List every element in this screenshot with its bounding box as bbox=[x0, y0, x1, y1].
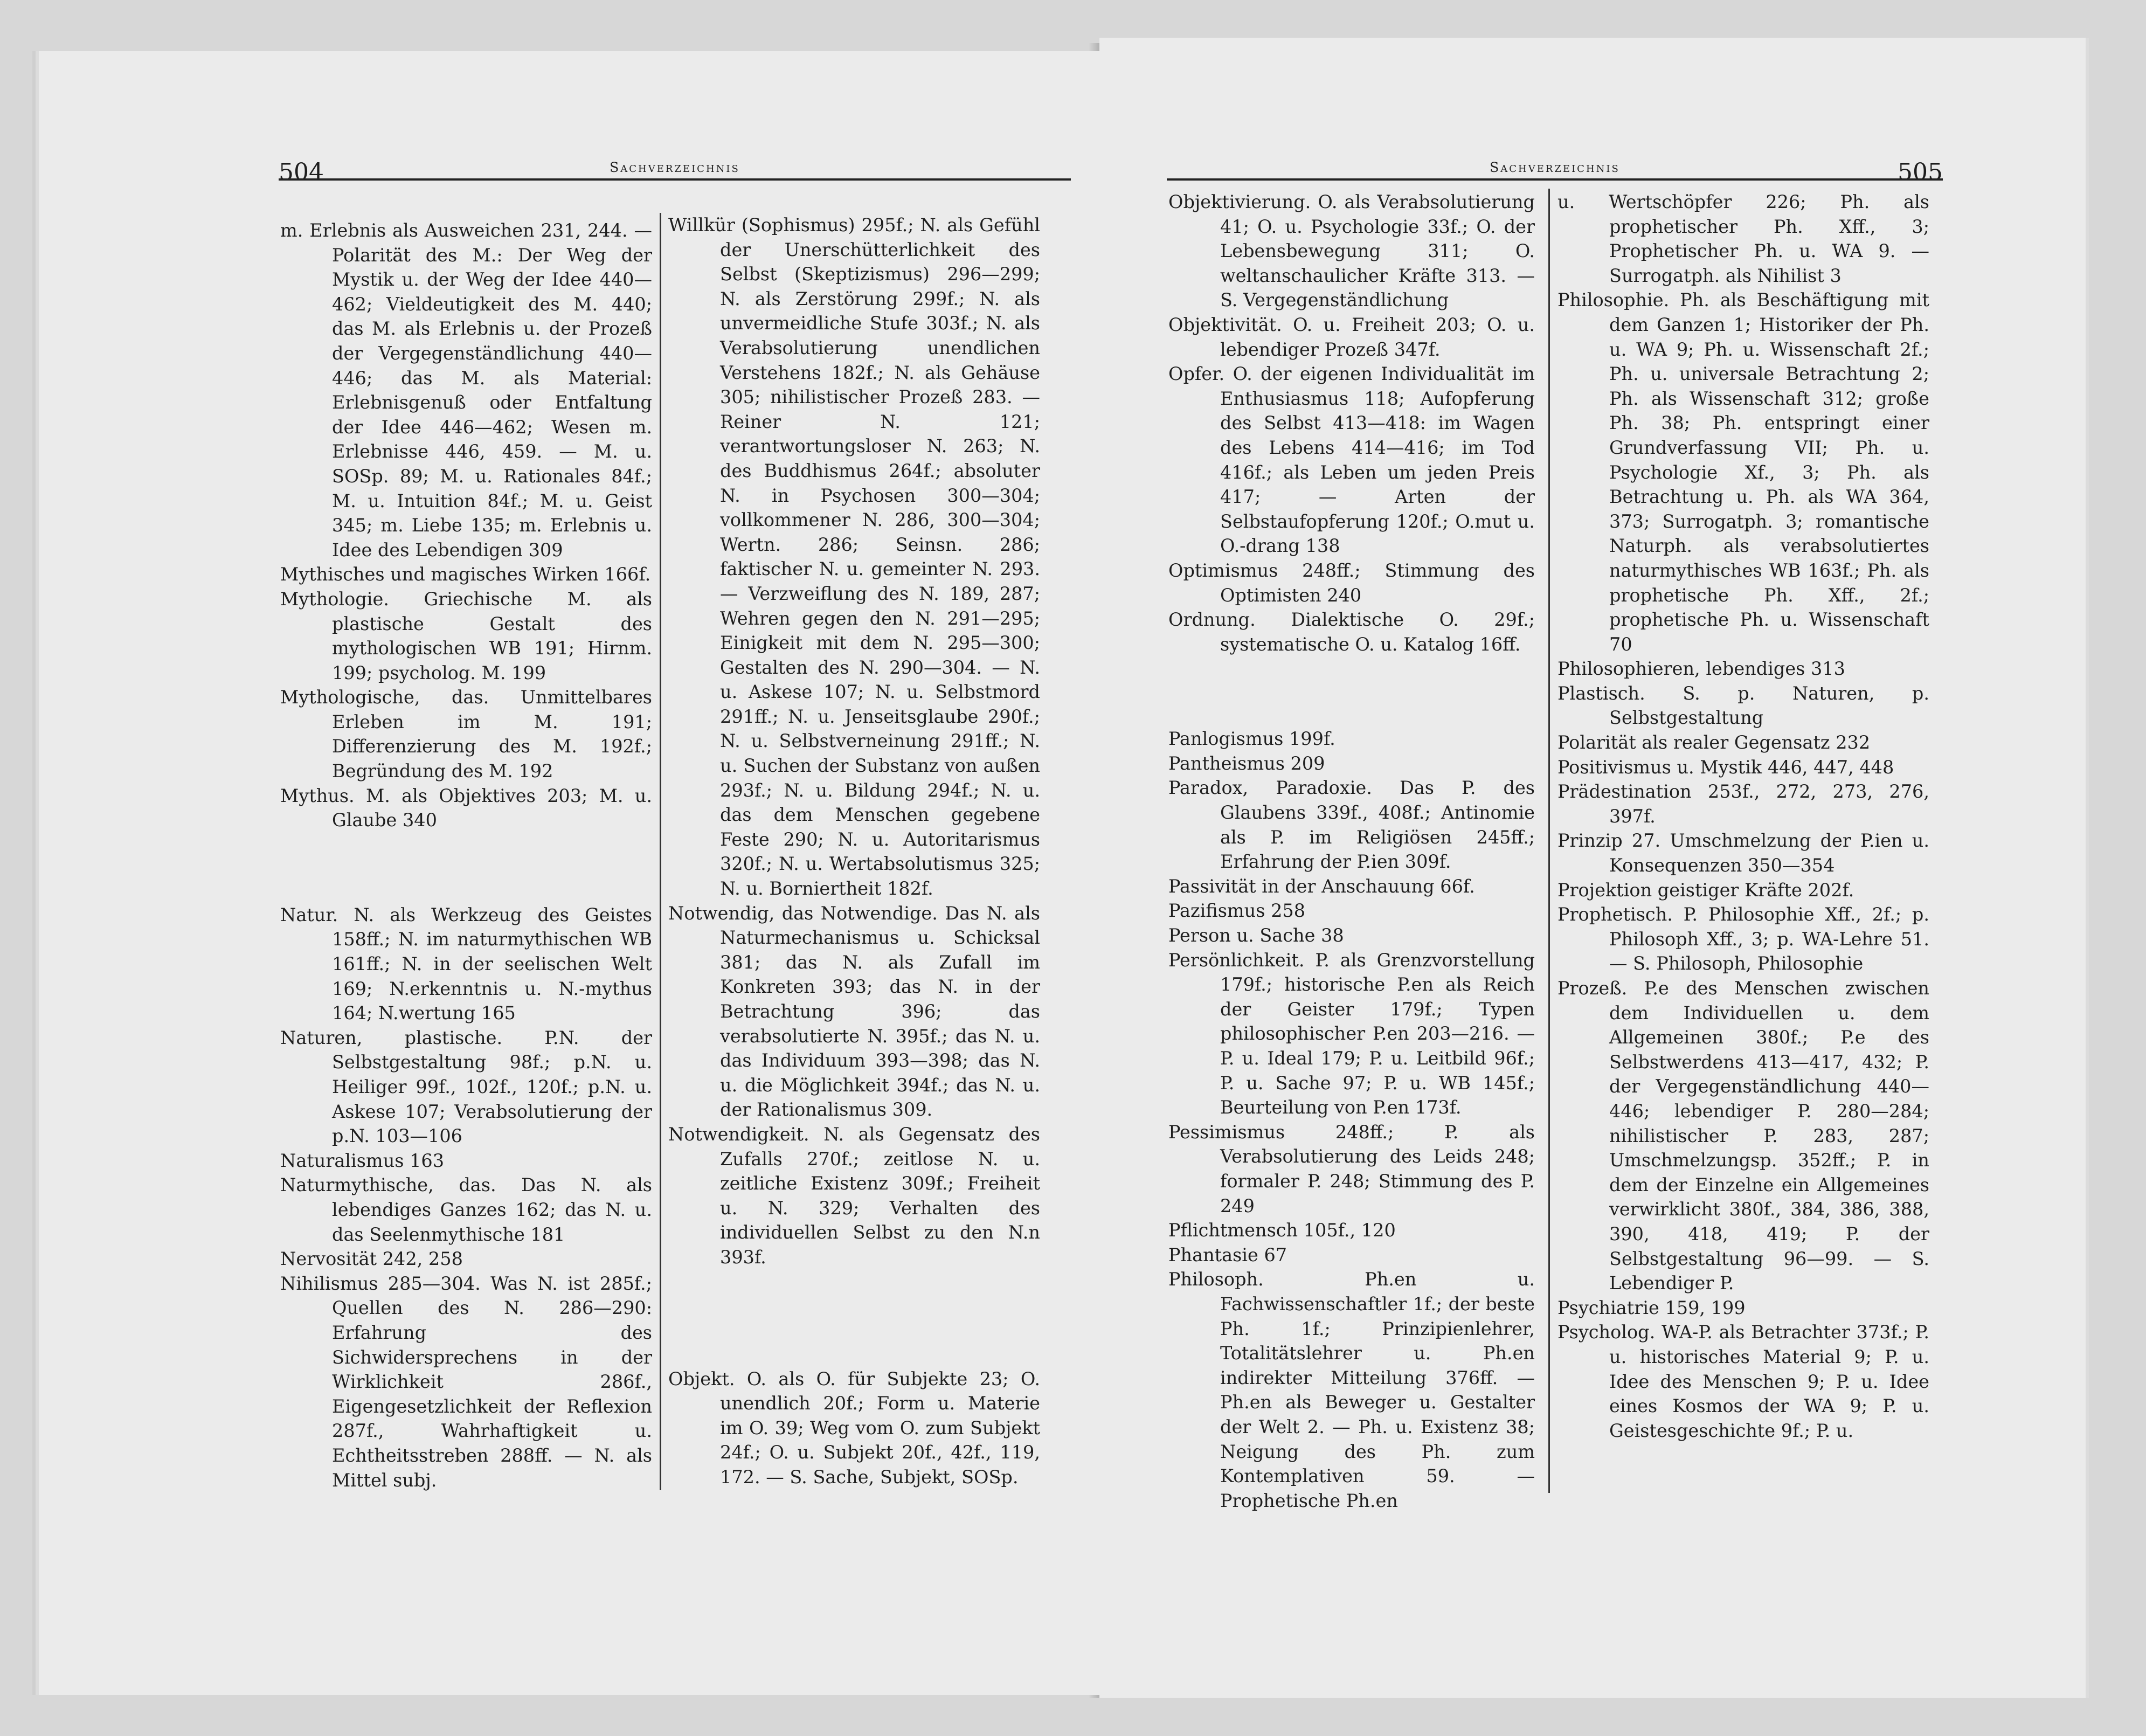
index-entry: Philosophie. Ph. als Beschäftigung mit dem Ganzen 1; Historiker der Ph. u. WA 9; Ph. u. Wissenschaft 2f.; Ph. u. universale Betrachtung 2; Ph. als Wissenschaft 312; große Ph. 38; Ph. entspringt einer Grundverfassung VII; Ph. u. Psychologie Xf., 3; Ph. als Betrachtung u. Ph. als WA 364, 373; Surrogatph. 3; romantische Naturph. als verabsolutiertes naturmythisches WB 163f.; Ph. als prophetische Ph. Xff., 2f.; prophetische Ph. u. Wissenschaft 70 bbox=[1557, 289, 1929, 655]
index-entry: Nervosität 242, 258 bbox=[280, 1248, 463, 1270]
index-entry: Prophetisch. P. Philosophie Xff., 2f.; p. Philosoph Xff., 3; p. WA-Lehre 51. — S. Philosoph, Philosophie bbox=[1557, 904, 1929, 974]
index-entry: Passivität in der Anschauung 66f. bbox=[1168, 875, 1475, 897]
index-entry: Pazifismus 258 bbox=[1168, 900, 1306, 922]
index-entry: u. Wertschöpfer 226; Ph. als prophetischer Ph. Xff., 3; Prophetischer Ph. u. WA 9. — Surrogatph. als Nihilist 3 bbox=[1557, 191, 1929, 286]
index-entry: Naturalismus 163 bbox=[280, 1150, 445, 1171]
index-entry: Panlogismus 199f. bbox=[1168, 728, 1335, 750]
index-entry: Psycholog. WA-P. als Betrachter 373f.; P. u. historisches Material 9; P. u. Idee des Menschen 9; P. u. Idee eines Kosmos der WA 9; P. u. Geistesgeschichte 9f.; P. u. bbox=[1557, 1322, 1929, 1441]
left-page bbox=[39, 51, 1099, 1695]
index-entry: Psychiatrie 159, 199 bbox=[1557, 1297, 1746, 1318]
index-column-1 bbox=[1168, 190, 1535, 1513]
index-entry: Natur. N. als Werkzeug des Geistes 158ff.; N. im naturmythischen WB 161ff.; N. in der seelischen Welt 169; N.erkenntnis u. N.-mythus 164; N.wertung 165 bbox=[280, 904, 652, 1024]
right-page bbox=[1099, 38, 2086, 1698]
index-entry: Objektivität. O. u. Freiheit 203; O. u. lebendiger Prozeß 347f. bbox=[1168, 314, 1535, 360]
index-entry: Positivismus u. Mystik 446, 447, 448 bbox=[1557, 756, 1894, 778]
header-rule bbox=[1167, 178, 1943, 181]
right-page-header bbox=[1167, 137, 1943, 186]
letter-gap bbox=[1168, 656, 1535, 727]
index-entry: Naturmythische, das. Das N. als lebendiges Ganzes 162; das N. u. das Seelenmythische 181 bbox=[280, 1174, 652, 1245]
index-entry: Prinzip 27. Umschmelzung der P.ien u. Konsequenzen 350—354 bbox=[1557, 830, 1929, 876]
index-entry: Mythisches und magisches Wirken 166f. bbox=[280, 564, 651, 585]
index-entry: Willkür (Sophismus) 295f.; N. als Gefühl der Unerschütterlichkeit des Selbst (Skeptizismus) 296—299; N. als Zerstörung 299f.; N. als unvermeidliche Stufe 303f.; N. als Verabsolutierung unendlichen Verstehens 182f.; N. als Gehäuse 305; nihilistischer Prozeß 283. — Reiner N. 121; verantwortungsloser N. 263; N. des Buddhismus 264f.; absoluter N. in Psychosen 300—304; vollkommener N. 286, 300—304; Wertn. 286; Seinsn. 286; faktischer N. u. gemeinter N. 293. — Verzweiflung des N. 189, 287; Wehren gegen den N. 291—295; Einigkeit mit dem N. 295—300; Gestalten des N. 290—304. — N. u. Askese 107; N. u. Selbstmord 291ff.; N. u. Jenseitsglaube 290f.; N. u. Selbstverneinung 291ff.; N. u. Suchen der Substanz von außen 293f.; N. u. Bildung 294f.; N. u. das dem Menschen gegebene Feste 290; N. u. Autoritarismus 320f.; N. u. Wertabsolutismus 325; N. u. Borniertheit 182f. bbox=[668, 215, 1040, 900]
page-number: 505 bbox=[1898, 158, 1943, 186]
running-head: Sachverzeichnis bbox=[1490, 160, 1620, 175]
letter-gap bbox=[280, 833, 652, 903]
index-entry: Mythologische, das. Unmittelbares Erleben im M. 191; Differenzierung des M. 192f.; Begründung des M. 192 bbox=[280, 687, 652, 782]
index-entry: Mythus. M. als Objektives 203; M. u. Glaube 340 bbox=[280, 785, 652, 831]
index-entry: m. Erlebnis als Ausweichen 231, 244. — Polarität des M.: Der Weg der Mystik u. der Weg der Idee 440—462; Vieldeutigkeit des M. 440; das M. als Erlebnis u. der Prozeß der Vergegenständlichung 440—446; das M. als Material: Erlebnisgenuß oder Entfaltung der Idee 446—462; Wesen m. Erlebnisse 446, 459. — M. u. SOSp. 89; M. u. Rationales 84f.; M. u. Intuition 84f.; M. u. Geist 345; m. Liebe 135; m. Erlebnis u. Idee des Lebendigen 309 bbox=[280, 220, 652, 561]
index-entry: Person u. Sache 38 bbox=[1168, 925, 1344, 946]
header-rule bbox=[279, 178, 1071, 181]
index-column-2 bbox=[668, 213, 1040, 1490]
index-entry: Naturen, plastische. P.N. der Selbstgestaltung 98f.; p.N. u. Heiliger 99f., 102f., 120f.; p.N. u. Askese 107; Verabsolutierung der p.N. 103—106 bbox=[280, 1027, 652, 1147]
index-entry: Nihilismus 285—304. Was N. ist 285f.; Quellen des N. 286—290: Erfahrung des Sichwidersprechens in der Wirklichkeit 286f., Eigengesetzlichkeit der Reflexion 287f., Wahrhaftigkeit u. Echtheitsstreben 288ff. — N. als Mittel subj. bbox=[280, 1272, 652, 1491]
index-entry: Philosoph. Ph.en u. Fachwissenschaftler 1f.; der beste Ph. 1f.; Prinzipienlehrer, Totalitätslehrer u. Ph.en indirekter Mitteilung 376ff. — Ph.en als Beweger u. Gestalter der Welt 2. — Ph. u. Existenz 38; Neigung des Ph. zum Kontemplativen 59. — Prophetische Ph.en bbox=[1168, 1269, 1535, 1511]
index-entry: Pantheismus 209 bbox=[1168, 752, 1325, 774]
index-entry: Polarität als realer Gegensatz 232 bbox=[1557, 732, 1871, 753]
index-entry: Optimismus 248ff.; Stimmung des Optimisten 240 bbox=[1168, 559, 1535, 606]
index-entry: Plastisch. S. p. Naturen, p. Selbstgestaltung bbox=[1557, 682, 1929, 729]
index-entry: Pflichtmensch 105f., 120 bbox=[1168, 1220, 1396, 1241]
running-head: Sachverzeichnis bbox=[610, 160, 740, 175]
index-entry: Prädestination 253f., 272, 273, 276, 397f. bbox=[1557, 781, 1929, 827]
index-entry: Notwendigkeit. N. als Gegensatz des Zufalls 270f.; zeitlose N. u. zeitliche Existenz 309f.; Freiheit u. N. 329; Verhalten des individuellen Selbst zu den N.n 393f. bbox=[668, 1123, 1040, 1268]
index-entry: Objektivierung. O. als Verabsolutierung 41; O. u. Psychologie 33f.; O. der Lebensbewegung 311; O. weltanschaulicher Kräfte 313. — S. Vergegenständlichung bbox=[1168, 191, 1535, 311]
letter-gap bbox=[668, 1270, 1040, 1367]
index-entry: Philosophieren, lebendiges 313 bbox=[1557, 658, 1845, 680]
index-entry: Pessimismus 248ff.; P. als Verabsolutierung des Leids 248; formaler P. 248; Stimmung des P. 249 bbox=[1168, 1121, 1535, 1216]
index-entry: Notwendig, das Notwendige. Das N. als Naturmechanismus u. Schicksal 381; das N. als Zufall im Konkreten 393; das N. in der Betrachtung 396; das verabsolutierte N. 395f.; das N. u. das Individuum 393—398; das N. u. die Möglichkeit 394f.; das N. u. der Rationalismus 309. bbox=[668, 902, 1040, 1121]
index-entry: Paradox, Paradoxie. Das P. des Glaubens 339f., 408f.; Antinomie als P. im Religiösen 245ff.; Erfahrung der P.ien 309f. bbox=[1168, 777, 1535, 873]
column-divider bbox=[1548, 189, 1550, 1493]
left-page-header bbox=[279, 137, 1071, 186]
index-entry: Prozeß. P.e des Menschen zwischen dem Individuellen u. dem Allgemeinen 380f.; P.e des Selbstwerdens 413—417, 432; P. der Vergegenständlichung 440—446; lebendiger P. 280—284; nihilistischer P. 283, 287; Umschmelzungsp. 352ff.; P. in dem der Einzelne ein Allgemeines verwirklicht 380f., 384, 386, 388, 390, 418, 419; P. der Selbstgestaltung 96—99. — S. Lebendiger P. bbox=[1557, 978, 1929, 1294]
index-entry: Ordnung. Dialektische O. 29f.; systematische O. u. Katalog 16ff. bbox=[1168, 609, 1535, 655]
index-entry: Persönlichkeit. P. als Grenzvorstellung 179f.; historische P.en als Reich der Geister 179f.; Typen philosophischer P.en 203—216. — P. u. Ideal 179; P. u. Leitbild 96f.; P. u. Sache 97; P. u. WB 145f.; Beurteilung von P.en 173f. bbox=[1168, 949, 1535, 1118]
index-entry: Projektion geistiger Kräfte 202f. bbox=[1557, 879, 1854, 901]
index-column-2 bbox=[1557, 190, 1929, 1443]
index-entry: Mythologie. Griechische M. als plastische Gestalt des mythologischen WB 191; Hirnm. 199; psycholog. M. 199 bbox=[280, 588, 652, 683]
page-number: 504 bbox=[279, 158, 324, 186]
column-divider bbox=[660, 213, 661, 1490]
index-entry: Opfer. O. der eigenen Individualität im Enthusiasmus 118; Aufopferung des Selbst 413—418: im Wagen des Lebens 414—416; im Tod 416f.; als Leben um jeden Preis 417; — Arten der Selbstaufopferung 120f.; O.mut u. O.-drang 138 bbox=[1168, 363, 1535, 557]
index-entry: Objekt. O. als O. für Subjekte 23; O. unendlich 20f.; Form u. Materie im O. 39; Weg vom O. zum Subjekt 24f.; O. u. Subjekt 20f., 42f., 119, 172. — S. Sache, Subjekt, SOSp. bbox=[668, 1368, 1040, 1488]
index-entry: Phantasie 67 bbox=[1168, 1244, 1287, 1265]
index-column-1 bbox=[280, 218, 652, 1492]
